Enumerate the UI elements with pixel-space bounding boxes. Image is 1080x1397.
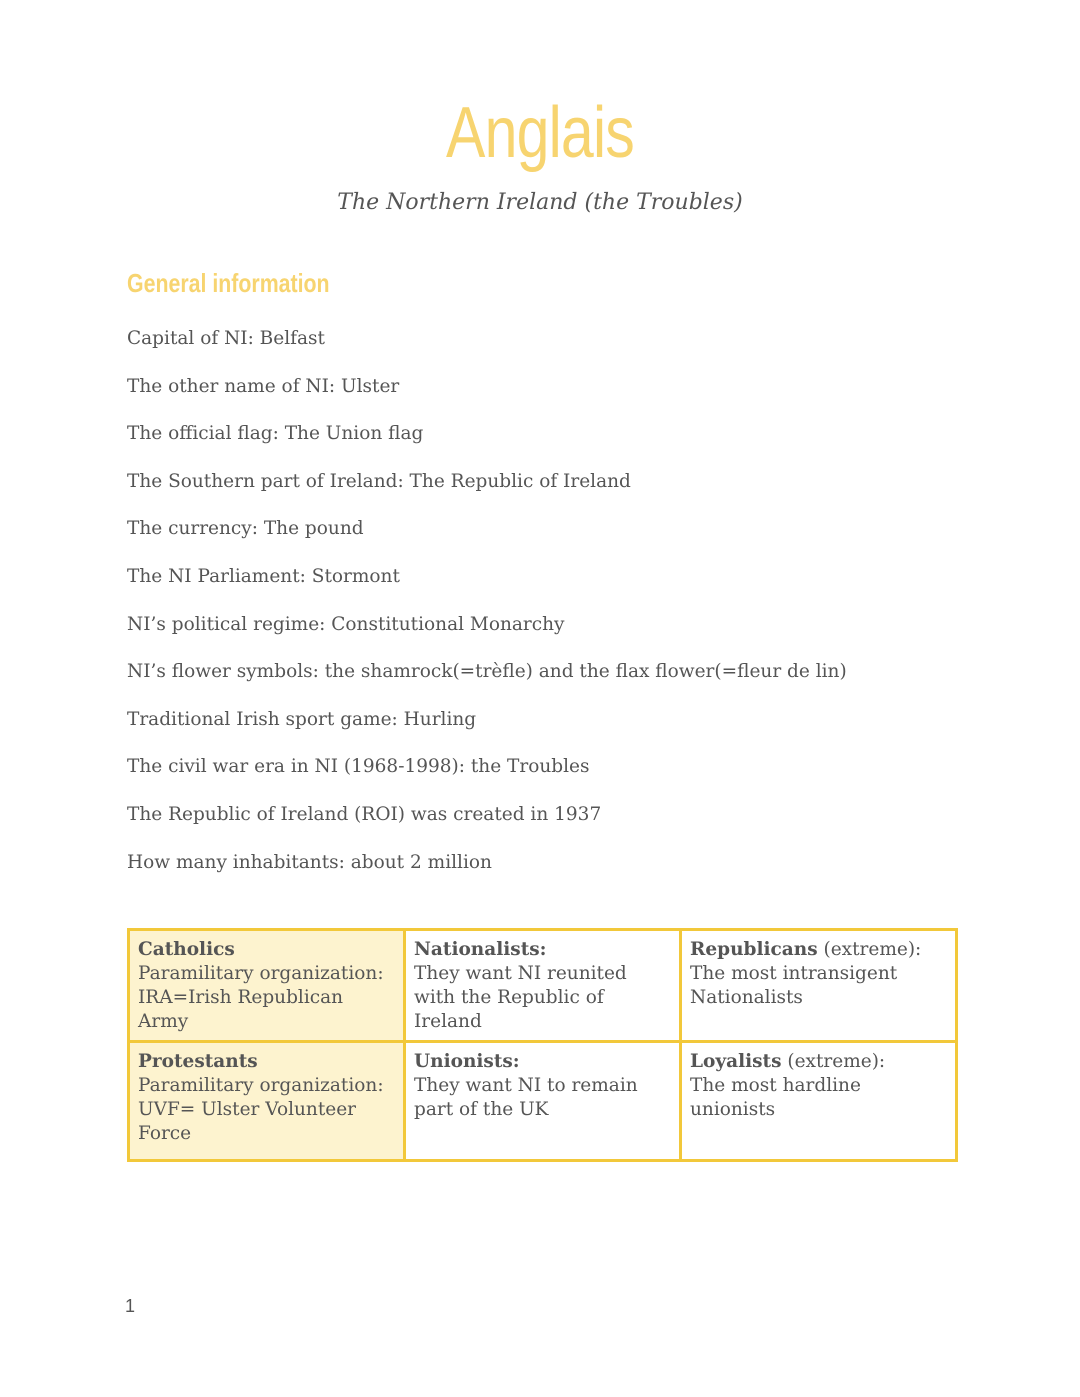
fact-item: The NI Parliament: Stormont — [127, 565, 400, 587]
fact-item: The official flag: The Union flag — [127, 423, 424, 445]
cell-heading-bold: Loyalists — [690, 1051, 782, 1072]
fact-item: The Southern part of Ireland: The Republic of Ireland — [127, 470, 631, 492]
document-title: Anglais — [446, 93, 634, 173]
cell-body: The most hardline unionists — [690, 1075, 861, 1120]
table-cell-nationalists — [405, 930, 681, 1042]
fact-item: How many inhabitants: about 2 million — [127, 851, 492, 873]
cell-heading — [690, 938, 947, 962]
table-cell-protestants — [129, 1042, 405, 1161]
table-cell-republicans — [681, 930, 957, 1042]
document-subtitle: The Northern Ireland (the Troubles) — [337, 190, 743, 215]
fact-item: The civil war era in NI (1968-1998): the Troubles — [127, 756, 590, 778]
cell-heading — [414, 1050, 671, 1074]
cell-heading-bold: Nationalists: — [414, 939, 547, 960]
cell-heading — [138, 938, 395, 962]
fact-item: Capital of NI: Belfast — [127, 328, 325, 349]
table-cell-catholics — [129, 930, 405, 1042]
cell-heading-suffix: (extreme): — [781, 1051, 886, 1072]
table-cell-unionists — [405, 1042, 681, 1161]
fact-item: The Republic of Ireland (ROI) was created in 1937 — [127, 803, 602, 825]
cell-body: They want NI to remain part of the UK — [414, 1075, 638, 1120]
cell-heading-bold: Republicans — [690, 939, 818, 960]
fact-item: The other name of NI: Ulster — [127, 375, 400, 397]
cell-heading — [414, 938, 671, 962]
cell-heading — [138, 1050, 395, 1074]
cell-heading-bold: Catholics — [138, 939, 235, 960]
section-heading-general-information: General information — [127, 268, 330, 298]
facts-list — [127, 326, 847, 897]
table-row — [129, 1042, 957, 1161]
cell-heading — [690, 1050, 947, 1074]
table-row — [129, 930, 957, 1042]
cell-body: They want NI reunited with the Republic of Ireland — [414, 963, 627, 1032]
table-cell-loyalists — [681, 1042, 957, 1161]
fact-item: Traditional Irish sport game: Hurling — [127, 708, 477, 730]
cell-body: Paramilitary organization: UVF= Ulster Volunteer Force — [138, 1075, 384, 1144]
cell-heading-suffix: (extreme): — [817, 939, 922, 960]
page-number: 1 — [125, 1296, 136, 1316]
fact-item: NI’s flower symbols: the shamrock(=trèfle) and the flax flower(=fleur de lin) — [127, 661, 847, 683]
cell-body: The most intransigent Nationalists — [690, 963, 898, 1008]
cell-body: Paramilitary organization: IRA=Irish Republican Army — [138, 963, 384, 1032]
fact-item: NI’s political regime: Constitutional Monarchy — [127, 613, 565, 635]
cell-heading-bold: Unionists: — [414, 1051, 520, 1072]
cell-heading-bold: Protestants — [138, 1051, 258, 1072]
fact-item: The currency: The pound — [127, 518, 364, 540]
groups-table — [127, 928, 958, 1162]
